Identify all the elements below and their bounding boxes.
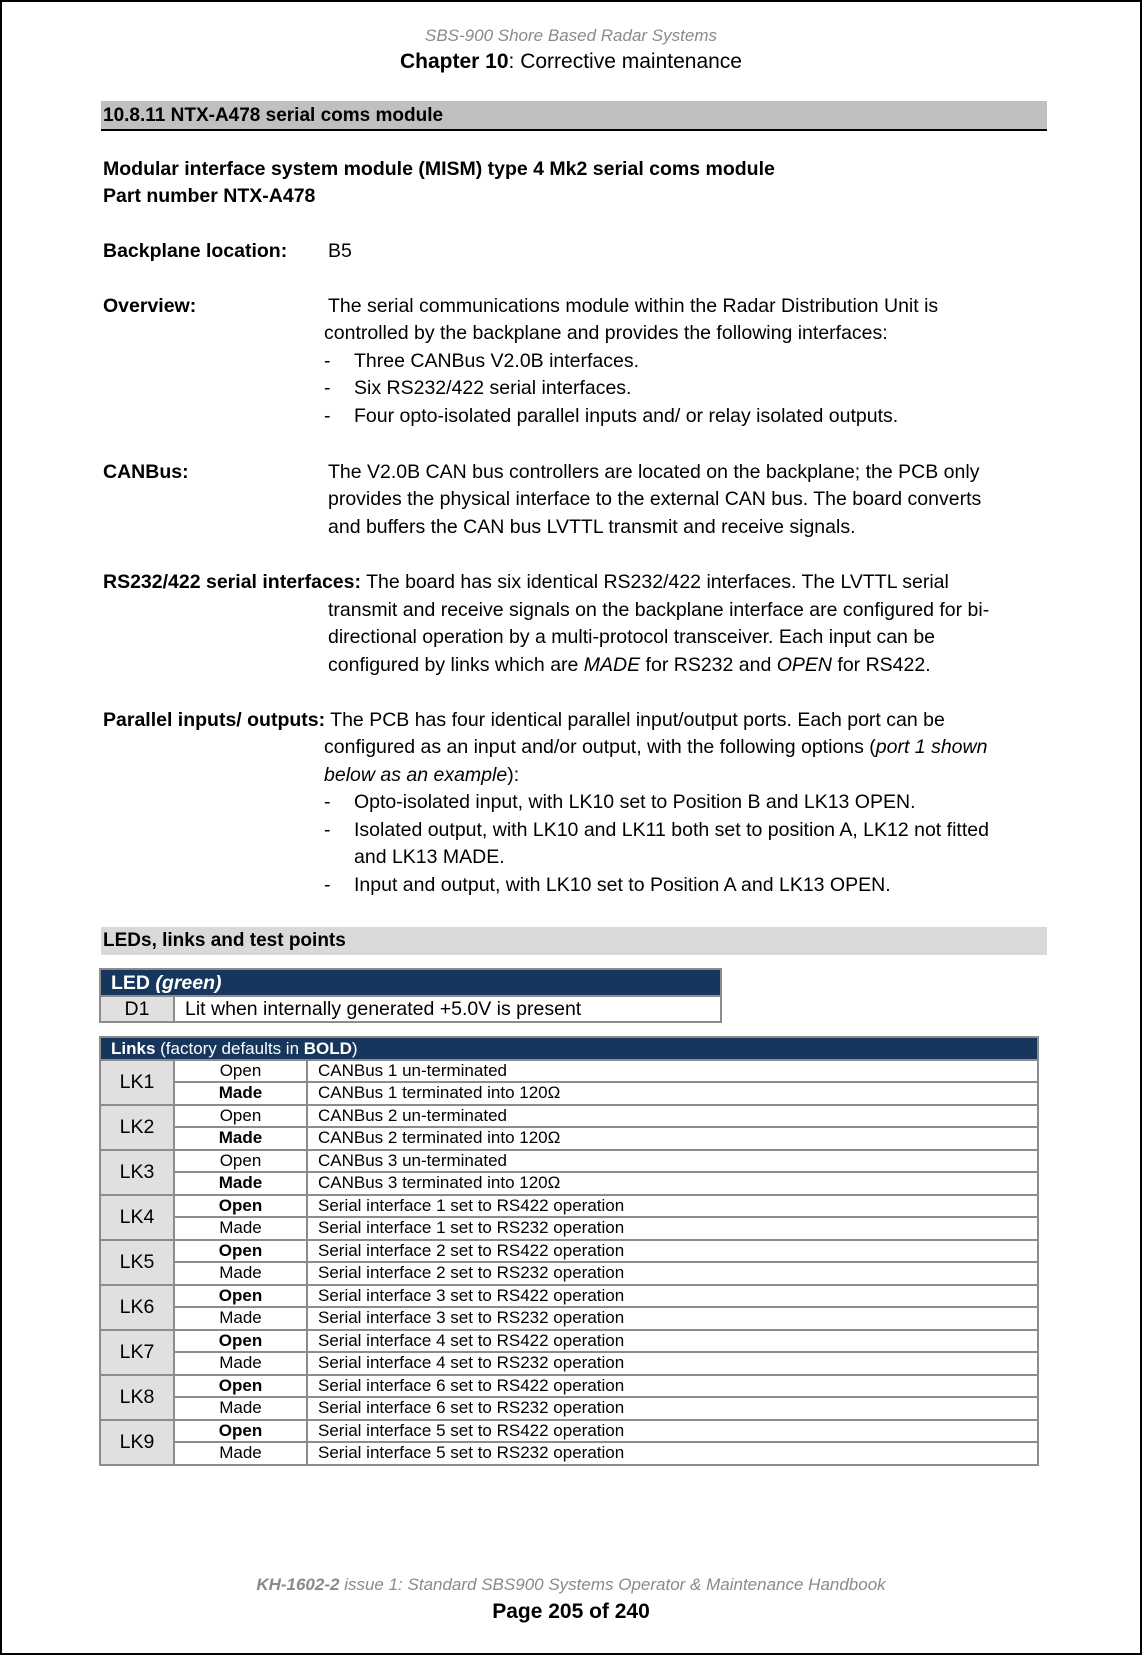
leds-heading: LEDs, links and test points bbox=[101, 927, 1047, 955]
table-row bbox=[100, 1420, 1038, 1443]
led-head-italic: (green) bbox=[155, 972, 222, 994]
module-title: Modular interface system module (MISM) type 4 Mk2 serial coms module bbox=[103, 158, 775, 180]
backplane-label: Backplane location: bbox=[103, 240, 288, 262]
table-row bbox=[100, 1240, 1038, 1263]
rs232-text: for RS232 and bbox=[640, 654, 777, 676]
parallel-label: Parallel inputs/ outputs: bbox=[103, 709, 326, 731]
bullet-text: Input and output, with LK10 set to Position A and LK13 OPEN. bbox=[354, 874, 891, 896]
table-row bbox=[100, 996, 721, 1022]
link-desc: CANBus 1 terminated into 120Ω bbox=[307, 1082, 1038, 1105]
link-desc: CANBus 3 un-terminated bbox=[307, 1150, 1038, 1173]
table-row bbox=[100, 1172, 1038, 1195]
table-row bbox=[100, 1150, 1038, 1173]
canbus-line: The V2.0B CAN bus controllers are located on the backplane; the PCB only bbox=[328, 461, 980, 483]
link-state: Made bbox=[174, 1397, 307, 1420]
rs232-last-line bbox=[328, 652, 931, 680]
link-desc: Serial interface 3 set to RS232 operation bbox=[307, 1307, 1038, 1330]
overview-line: The serial communications module within the Radar Distribution Unit is bbox=[328, 295, 939, 317]
parallel-line: The PCB has four identical parallel input/output ports. Each port can be bbox=[325, 709, 945, 731]
parallel-bullet: - Isolated output, with LK10 and LK11 both set to position A, LK12 not fitted bbox=[324, 819, 989, 841]
rs232-line: transmit and receive signals on the backplane interface are configured for bi- bbox=[328, 599, 990, 621]
link-desc: Serial interface 4 set to RS232 operation bbox=[307, 1352, 1038, 1375]
rs232-open: OPEN bbox=[776, 654, 832, 676]
link-state: Open bbox=[174, 1195, 307, 1218]
section-heading: 10.8.11 NTX-A478 serial coms module bbox=[101, 101, 1047, 131]
canbus-line: and buffers the CAN bus LVTTL transmit and receive signals. bbox=[328, 516, 856, 538]
overview-line: controlled by the backplane and provides the following interfaces: bbox=[324, 322, 888, 344]
rs232-line: The board has six identical RS232/422 interfaces. The LVTTL serial bbox=[361, 571, 949, 593]
link-desc: Serial interface 2 set to RS422 operation bbox=[307, 1240, 1038, 1263]
link-state: Made bbox=[174, 1262, 307, 1285]
canbus-label: CANBus: bbox=[103, 461, 189, 483]
parallel-first-line bbox=[103, 707, 945, 735]
link-state: Made bbox=[174, 1127, 307, 1150]
footer-doc bbox=[0, 1575, 1142, 1595]
table-row bbox=[100, 1285, 1038, 1308]
link-desc: Serial interface 5 set to RS422 operation bbox=[307, 1420, 1038, 1443]
part-number: Part number NTX-A478 bbox=[103, 185, 316, 207]
table-row bbox=[100, 1397, 1038, 1420]
table-header-row bbox=[100, 969, 721, 996]
table-row bbox=[100, 1262, 1038, 1285]
link-desc: Serial interface 1 set to RS232 operation bbox=[307, 1217, 1038, 1240]
link-desc: Serial interface 4 set to RS422 operation bbox=[307, 1330, 1038, 1353]
link-id: LK6 bbox=[100, 1285, 174, 1330]
parallel-bullet: - Opto-isolated input, with LK10 set to Position B and LK13 OPEN. bbox=[324, 791, 916, 813]
rs232-line: directional operation by a multi-protocol transceiver. Each input can be bbox=[328, 626, 936, 648]
table-header-row bbox=[100, 1037, 1038, 1060]
table-row bbox=[100, 1105, 1038, 1128]
parallel-line bbox=[324, 762, 519, 790]
led-table-header bbox=[100, 969, 721, 996]
overview-label: Overview: bbox=[103, 295, 197, 317]
bullet-text: Three CANBus V2.0B interfaces. bbox=[354, 350, 640, 372]
link-state: Open bbox=[174, 1285, 307, 1308]
rs232-first-line bbox=[103, 569, 949, 597]
overview-bullet: - Three CANBus V2.0B interfaces. bbox=[324, 350, 640, 372]
link-desc: Serial interface 1 set to RS422 operation bbox=[307, 1195, 1038, 1218]
overview-bullet: - Four opto-isolated parallel inputs and/ or relay isolated outputs. bbox=[324, 405, 899, 427]
rs232-text: configured by links which are bbox=[328, 654, 584, 676]
footer-doc-id: KH-1602-2 bbox=[256, 1575, 340, 1594]
parallel-bullet-cont bbox=[324, 844, 505, 872]
link-state: Open bbox=[174, 1375, 307, 1398]
link-desc: CANBus 1 un-terminated bbox=[307, 1060, 1038, 1083]
link-state: Open bbox=[174, 1240, 307, 1263]
link-state: Made bbox=[174, 1082, 307, 1105]
parallel-italic: port 1 shown bbox=[875, 736, 988, 758]
link-desc: CANBus 2 terminated into 120Ω bbox=[307, 1127, 1038, 1150]
table-row bbox=[100, 1330, 1038, 1353]
led-desc: Lit when internally generated +5.0V is present bbox=[174, 996, 721, 1022]
links-head-text: ) bbox=[351, 1039, 358, 1059]
link-desc: CANBus 3 terminated into 120Ω bbox=[307, 1172, 1038, 1195]
table-row bbox=[100, 1082, 1038, 1105]
page-number: Page 205 of 240 bbox=[492, 1600, 650, 1623]
link-state: Open bbox=[174, 1330, 307, 1353]
link-state: Made bbox=[174, 1352, 307, 1375]
rs232-text: for RS422. bbox=[832, 654, 931, 676]
link-id: LK4 bbox=[100, 1195, 174, 1240]
header-title: SBS-900 Shore Based Radar Systems bbox=[425, 26, 717, 45]
link-id: LK5 bbox=[100, 1240, 174, 1285]
link-id: LK7 bbox=[100, 1330, 174, 1375]
chapter-title: : Corrective maintenance bbox=[508, 50, 742, 73]
bullet-text: and LK13 MADE. bbox=[354, 846, 505, 868]
link-desc: CANBus 2 un-terminated bbox=[307, 1105, 1038, 1128]
overview-bullet: - Six RS232/422 serial interfaces. bbox=[324, 377, 632, 399]
link-id: LK2 bbox=[100, 1105, 174, 1150]
link-state: Open bbox=[174, 1105, 307, 1128]
parallel-italic: below as an example bbox=[324, 764, 508, 786]
table-row bbox=[100, 1217, 1038, 1240]
links-head-text: (factory defaults in bbox=[155, 1039, 304, 1059]
link-desc: Serial interface 3 set to RS422 operation bbox=[307, 1285, 1038, 1308]
led-table bbox=[99, 968, 722, 1023]
link-id: LK9 bbox=[100, 1420, 174, 1465]
bullet-text: Opto-isolated input, with LK10 set to Position B and LK13 OPEN. bbox=[354, 791, 916, 813]
led-id: D1 bbox=[100, 996, 174, 1022]
parallel-line bbox=[324, 734, 987, 762]
link-desc: Serial interface 5 set to RS232 operation bbox=[307, 1442, 1038, 1465]
link-id: LK8 bbox=[100, 1375, 174, 1420]
link-state: Made bbox=[174, 1217, 307, 1240]
rs232-made: MADE bbox=[583, 654, 641, 676]
parallel-bullet: - Input and output, with LK10 set to Position A and LK13 OPEN. bbox=[324, 874, 891, 896]
link-state: Made bbox=[174, 1172, 307, 1195]
bullet-text: Four opto-isolated parallel inputs and/ or relay isolated outputs. bbox=[354, 405, 899, 427]
backplane-value: B5 bbox=[328, 240, 352, 262]
link-desc: Serial interface 6 set to RS422 operation bbox=[307, 1375, 1038, 1398]
header-chapter bbox=[2, 50, 1140, 74]
bullet-text: Isolated output, with LK10 and LK11 both set to position A, LK12 not fitted bbox=[354, 819, 989, 841]
links-table bbox=[99, 1036, 1039, 1466]
link-state: Open bbox=[174, 1420, 307, 1443]
links-head-bold: Links bbox=[111, 1039, 156, 1059]
links-table-header bbox=[100, 1037, 1038, 1060]
footer-doc-title: issue 1: Standard SBS900 Systems Operator & Maintenance Handbook bbox=[339, 1575, 886, 1594]
links-head-bold: BOLD bbox=[303, 1039, 352, 1059]
link-desc: Serial interface 2 set to RS232 operation bbox=[307, 1262, 1038, 1285]
link-state: Made bbox=[174, 1442, 307, 1465]
link-state: Open bbox=[174, 1150, 307, 1173]
link-desc: Serial interface 6 set to RS232 operation bbox=[307, 1397, 1038, 1420]
link-state: Made bbox=[174, 1307, 307, 1330]
table-row bbox=[100, 1060, 1038, 1083]
link-id: LK3 bbox=[100, 1150, 174, 1195]
parallel-text: ): bbox=[507, 764, 520, 786]
led-head-bold: LED bbox=[111, 972, 150, 994]
table-row bbox=[100, 1307, 1038, 1330]
chapter-label: Chapter 10 bbox=[400, 50, 509, 73]
link-state: Open bbox=[174, 1060, 307, 1083]
rs232-label: RS232/422 serial interfaces: bbox=[103, 571, 361, 593]
table-row bbox=[100, 1352, 1038, 1375]
bullet-text: Six RS232/422 serial interfaces. bbox=[354, 377, 632, 399]
table-row bbox=[100, 1127, 1038, 1150]
parallel-text: configured as an input and/or output, with the following options ( bbox=[324, 736, 876, 758]
link-id: LK1 bbox=[100, 1060, 174, 1105]
table-row bbox=[100, 1442, 1038, 1465]
table-row bbox=[100, 1195, 1038, 1218]
canbus-line: provides the physical interface to the external CAN bus. The board converts bbox=[328, 488, 982, 510]
table-row bbox=[100, 1375, 1038, 1398]
